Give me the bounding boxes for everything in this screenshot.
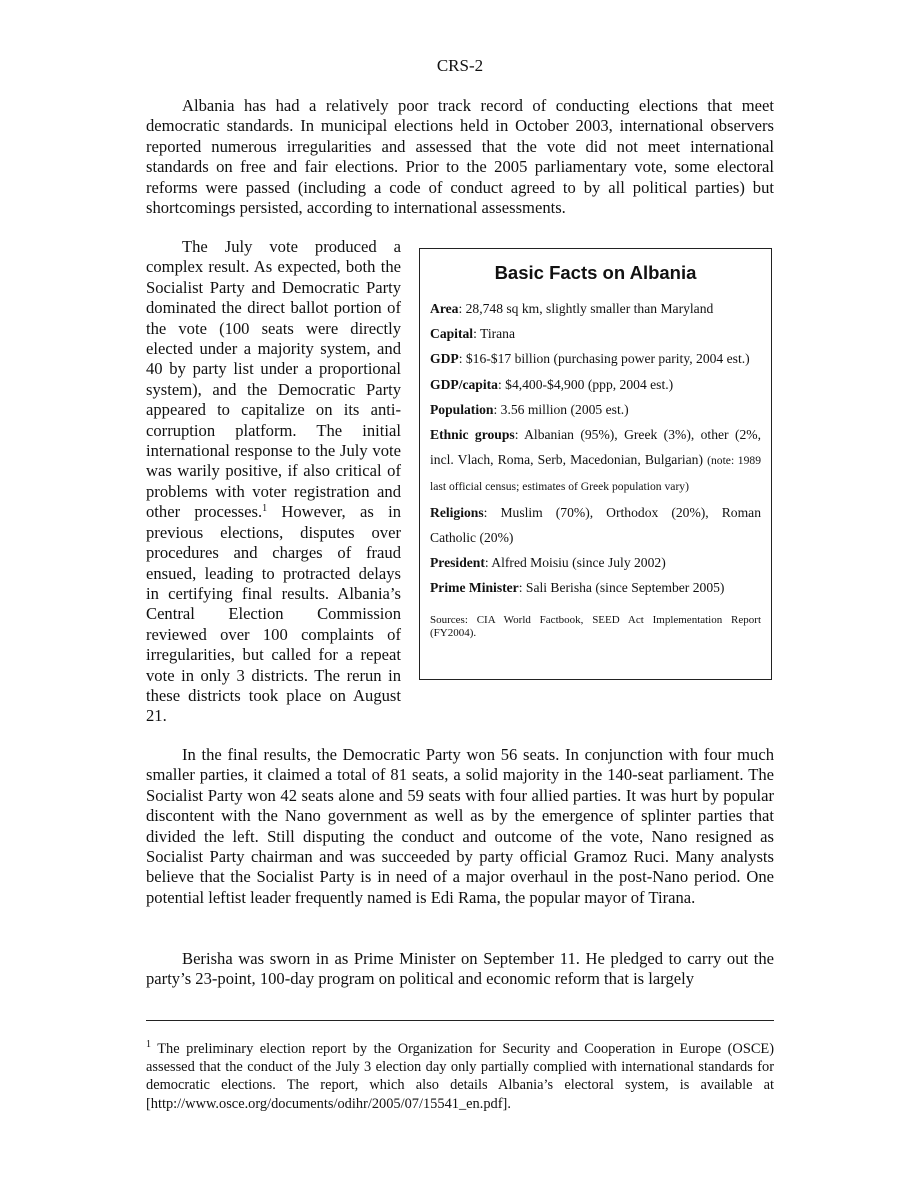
footnote: [146, 1040, 774, 1113]
fact-gdp-capita-value: : $4,400-$4,900 (ppp, 2004 est.): [497, 376, 674, 392]
basic-facts-box: [419, 248, 772, 680]
paragraph-july-vote: [146, 237, 401, 727]
fact-gdp-label: GDP: [430, 351, 459, 367]
fact-gdp-capita-label: GDP/capita: [430, 376, 498, 392]
fact-population-value: : 3.56 million (2005 est.): [493, 401, 629, 417]
fact-ethnic-label: Ethnic groups: [430, 427, 515, 443]
fact-religions: [430, 500, 761, 550]
fact-pm-value: : Sali Berisha (since September 2005): [518, 580, 725, 596]
footnote-mark: 1: [146, 1039, 151, 1050]
footnote-reference[interactable]: 1: [262, 503, 268, 515]
paragraph-final-results: In the final results, the Democratic Party won 56 seats. In conjunction with four much smaller parties, it claimed a total of 81 seats, a solid majority in the 140-seat parliament. The Socialist Party won 42 seats alone and 59 seats with four allied parties. It was hurt by popular discontent with the Nano government as well as by the emergence of splinter parties that divided the left. Still disputing the conduct and outcome of the vote, Nano resigned as Socialist Party chairman and was succeeded by party official Gramoz Ruci. Many analysts believe that the Socialist Party is in need of a major overhaul in the post-Nano period. One potential leftist leader frequently named is Edi Rama, the popular mayor of Tirana.: [146, 745, 774, 907]
fact-area-value: : 28,748 sq km, slightly smaller than Maryland: [458, 301, 714, 316]
factbox-sources: Sources: CIA World Factbook, SEED Act Implementation Report (FY2004).: [430, 614, 761, 639]
paragraph-elections-record: Albania has had a relatively poor track record of conducting elections that meet democratic standards. In municipal elections held in October 2003, international observers reported numerous irregularities and assessed that the vote did not meet international standards on free and fair elections. Prior to the 2005 parliamentary vote, some electoral reforms were passed (including a code of conduct agreed to by all political parties) but shortcomings persisted, according to international assessments.: [146, 96, 774, 218]
paragraph-berisha-sworn-in: Berisha was sworn in as Prime Minister on September 11. He pledged to carry out the party’s 23-point, 100-day program on political and economic reform that is largely: [146, 949, 774, 989]
fact-area: [430, 296, 761, 321]
fact-population: [430, 397, 761, 422]
fact-gdp-capita: [430, 372, 761, 397]
fact-president-value: : Alfred Moisiu (since July 2002): [484, 555, 666, 571]
paragraph-july-vote-part2: However, as in previous elections, disputes over procedures and charges of fraud ensued, leading to protracted delays in certifying final results. Albania’s Central Election Commission reviewed over 100 complaints of irregularities, but called for a repeat vote in only 3 districts. The rerun in these districts took place on August 21.: [146, 502, 401, 726]
fact-prime-minister: [430, 575, 761, 600]
footnote-text: The preliminary election report by the Organization for Security and Cooperation in Europe (OSCE) assessed that the conduct of the July 3 election day only partially complied with international standards for democratic elections. The report, which also details Albania’s electoral system, is available at [http://www.osce.org/documents/odihr/2005/07/15541_en.pdf].: [146, 1041, 774, 1112]
fact-ethnic-note: (note: 1989 last official census; estimates of Greek population vary): [430, 454, 761, 494]
fact-capital-label: Capital: [430, 326, 474, 342]
fact-president: [430, 550, 761, 575]
footnote-divider: [146, 1020, 774, 1021]
fact-ethnic-groups: [430, 422, 761, 500]
page-number: CRS-2: [436, 56, 484, 75]
fact-ethnic-value: : Albanian (95%), Greek (3%), other (2%, incl. Vlach, Roma, Serb, Macedonian, Bulgarian): [430, 427, 761, 468]
fact-population-label: Population: [430, 401, 494, 417]
paragraph-july-vote-part1: The July vote produced a complex result. As expected, both the Socialist Party and Democratic Party dominated the direct ballot portion of the vote (100 seats were directly elected under a majority system, and 40 by party list under a proportional system), and the Democratic Party appeared to capitalize on its anti-corruption platform. The initial international response to the July vote was warily positive, if also critical of problems with voter registration and other processes.: [146, 237, 401, 522]
fact-area-label: Area: [430, 301, 459, 316]
fact-gdp-value: : $16-$17 billion (purchasing power parity, 2004 est.): [458, 351, 750, 367]
fact-president-label: President: [430, 555, 485, 571]
fact-religions-label: Religions: [430, 504, 484, 520]
fact-capital-value: : Tirana: [473, 326, 515, 342]
factbox-title: Basic Facts on Albania: [494, 262, 697, 283]
fact-religions-value: : Muslim (70%), Orthodox (20%), Roman Catholic (20%): [430, 504, 761, 545]
fact-capital: [430, 321, 761, 346]
fact-pm-label: Prime Minister: [430, 580, 519, 596]
fact-gdp: [430, 346, 761, 371]
